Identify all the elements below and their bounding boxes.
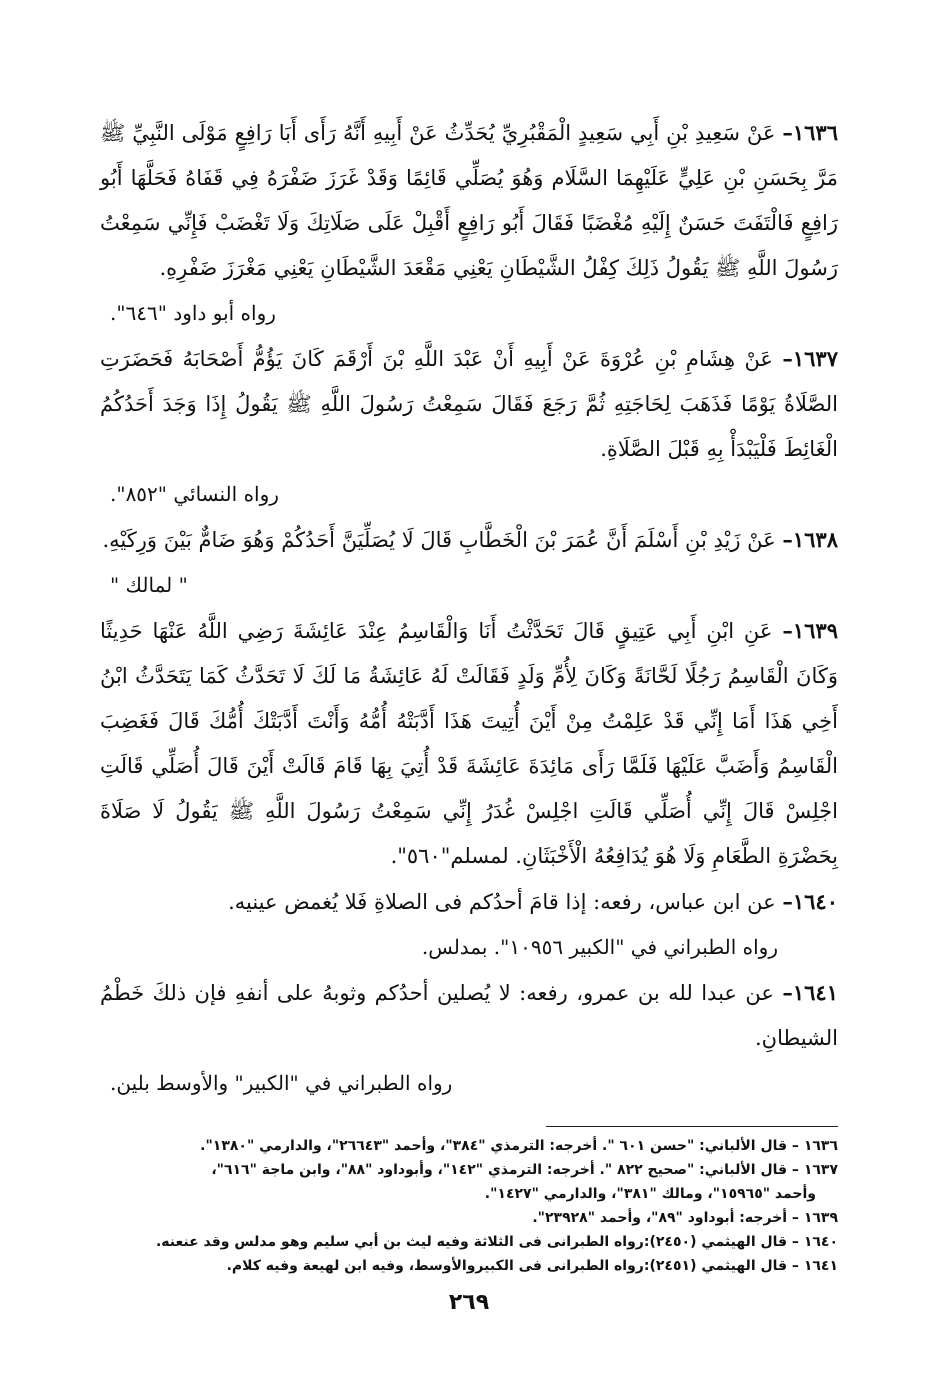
footnote-1637-continued: وأحمد "١٥٩٦٥"، ومالك "٣٨١"، والدارمي "١٤٢٧". <box>484 1186 816 1202</box>
hadith-number: ١٦٤٠– <box>782 889 838 914</box>
page-number: ٢٦٩ <box>448 1290 490 1315</box>
footnote-1639: ١٦٣٩ – أخرجه: أبوداود "٨٩"، وأحمد "٢٣٩٢٨". <box>532 1210 838 1226</box>
hadith-1638 <box>100 517 838 563</box>
hadith-1639 <box>100 608 838 879</box>
hadith-text: عن عبدا لله بن عمرو، رفعه: لا يُصلين أحدُكم وثوبهُ على أنفهِ فإن ذلكَ خَطْمُ الشيطانِ. <box>100 981 838 1050</box>
hadith-source-row <box>100 472 838 517</box>
hadith-source: رواه النسائي "٨٥٢". <box>110 482 279 506</box>
hadith-number: ١٦٤١– <box>782 980 838 1005</box>
main-text <box>100 110 838 1106</box>
hadith-text: عن ابن عباس، رفعه: إذا قامَ أحدُكم فى الصلاةِ فَلا يُغمض عينيه. <box>228 890 776 914</box>
hadith-source-row <box>100 291 838 336</box>
hadith-text: عَنِ ابْنِ أَبِي عَتِيقٍ قَالَ تَحَدَّثْتُ أَنَا وَالْقَاسِمُ عِنْدَ عَائِشَةَ رَضِي اللَّهُ عَنْهَا حَدِيثًا وَكَانَ الْقَاسِمُ رَجُلًا لَحَّانَةً وَكَانَ لِأُمِّ وَلَدٍ فَقَالَتْ لَهُ عَائِشَةُ مَا لَكَ لَا تَحَدَّثُ كَمَا يَتَحَدَّثُ ابْنُ أَخِي هَذَا أَمَا إِنِّي قَدْ عَلِمْتُ مِنْ أَيْنَ أُتِيتَ هَذَا أَدَّبَتْهُ أُمُّهُ وَأَنْتَ أَدَّبَتْكَ أُمُّكَ قَالَ فَغَضِبَ الْقَاسِمُ وَأَضَبَّ عَلَيْهَا فَلَمَّا رَأَى مَائِدَةَ عَائِشَةَ قَدْ أُتِيَ بِهَا قَامَ قَالَتْ أَيْنَ قَالَ أُصَلِّي قَالَتِ اجْلِسْ قَالَ إِنِّي أُصَلِّي قَالَتِ اجْلِسْ غُدَرُ إِنِّي سَمِعْتُ رَسُولَ اللَّهِ ﷺ يَقُولُ لَا صَلَاةَ بِحَضْرَةِ الطَّعَامِ وَلَا هُوَ يُدَافِعُهُ الْأَخْبَثَانِ. لمسلم"٥٦٠". <box>100 619 838 868</box>
footnote-1637: ١٦٣٧ – قال الألباني: "صحيح ٨٢٢ ". أخرجه: الترمذي "١٤٢"، وأبوداود "٨٨"، وابن ماجة "٦١٦"، <box>211 1162 838 1178</box>
footnote-1640: ١٦٤٠ – قال الهيثمي (٢٤٥٠):رواه الطبرانى فى الثلاثة وفيه ليث بن أبي سليم وهو مدلس وقد عنعنه. <box>155 1234 838 1250</box>
hadith-1637 <box>100 336 838 472</box>
hadith-1641 <box>100 970 838 1061</box>
hadith-text: عَنْ سَعِيدِ بْنِ أَبِي سَعِيدٍ الْمَقْبُرِيِّ يُحَدِّثُ عَنْ أَبِيهِ أَنَّهُ رَأَى أَبَا رَافِعٍ مَوْلَى النَّبِيِّ ﷺ مَرَّ بِحَسَنِ بْنِ عَلِيٍّ عَلَيْهِمَا السَّلَام وَهُوَ يُصَلِّي قَائِمًا وَقَدْ غَرَزَ ضَفْرَهُ فِي قَفَاهُ فَحَلَّهَا أَبُو رَافِعٍ فَالْتَفَتَ حَسَنٌ إِلَيْهِ مُغْضَبًا فَقَالَ أَبُو رَافِعٍ أَقْبِلْ عَلَى صَلَاتِكَ وَلَا تَغْضَبْ فَإِنِّي سَمِعْتُ رَسُولَ اللَّهِ ﷺ يَقُولُ ذَلِكَ كِفْلُ الشَّيْطَانِ يَعْنِي مَقْعَدَ الشَّيْطَانِ يَعْنِي مَغْرَزَ ضَفْرِهِ. <box>100 121 838 280</box>
footnote-1636: ١٦٣٦ – قال الألباني: "حسن ٦٠١ ". أخرجه: الترمذي "٣٨٤"، وأحمد "٢٦٦٤٣"، والدارمي "١٣٨٠". <box>200 1138 838 1154</box>
hadith-source-row <box>100 563 838 608</box>
footnotes <box>96 1134 838 1278</box>
footnote-1641: ١٦٤١ – قال الهيثمي (٢٤٥١):رواه الطبرانى فى الكبيروالأوسط، وفيه ابن لهيعة وفيه كلام. <box>226 1258 838 1274</box>
hadith-text: عَنْ هِشَامِ بْنِ عُرْوَةَ عَنْ أَبِيهِ أَنْ عَبْدَ اللَّهِ بْنَ أَرْقَمَ كَانَ يَؤُمُّ أَصْحَابَهُ فَحَضَرَتِ الصَّلَاةُ يَوْمًا فَذَهَبَ لِحَاجَتِهِ ثُمَّ رَجَعَ فَقَالَ سَمِعْتُ رَسُولَ اللَّهِ ﷺ يَقُولُ إِذَا وَجَدَ أَحَدُكُمُ الْغَائِطَ فَلْيَبْدَأْ بِهِ قَبْلَ الصَّلَاةِ. <box>100 347 838 461</box>
hadith-1636 <box>100 110 838 291</box>
footnote-divider <box>546 1126 838 1127</box>
hadith-source-row <box>100 925 838 970</box>
hadith-number: ١٦٣٦– <box>782 120 838 145</box>
hadith-number: ١٦٣٧– <box>782 346 838 371</box>
hadith-source: رواه الطبراني في "الكبير ١٠٩٥٦". بمدلس. <box>421 935 778 959</box>
hadith-text: عَنْ زَيْدِ بْنِ أَسْلَمَ أَنَّ عُمَرَ بْنَ الْخَطَّابِ قَالَ لَا يُصَلِّيَنَّ أَحَدُكُمْ وَهُوَ ضَامٌّ بَيْنَ وَرِكَيْهِ. <box>102 528 776 552</box>
hadith-source: رواه الطبراني في "الكبير" والأوسط بلين. <box>110 1071 453 1095</box>
hadith-source: رواه أبو داود "٦٤٦". <box>110 301 276 325</box>
hadith-1640 <box>100 879 838 925</box>
hadith-number: ١٦٣٨– <box>782 527 838 552</box>
hadith-source: " لمالك " <box>110 573 188 597</box>
hadith-number: ١٦٣٩– <box>782 618 838 643</box>
hadith-source-row <box>100 1061 838 1106</box>
